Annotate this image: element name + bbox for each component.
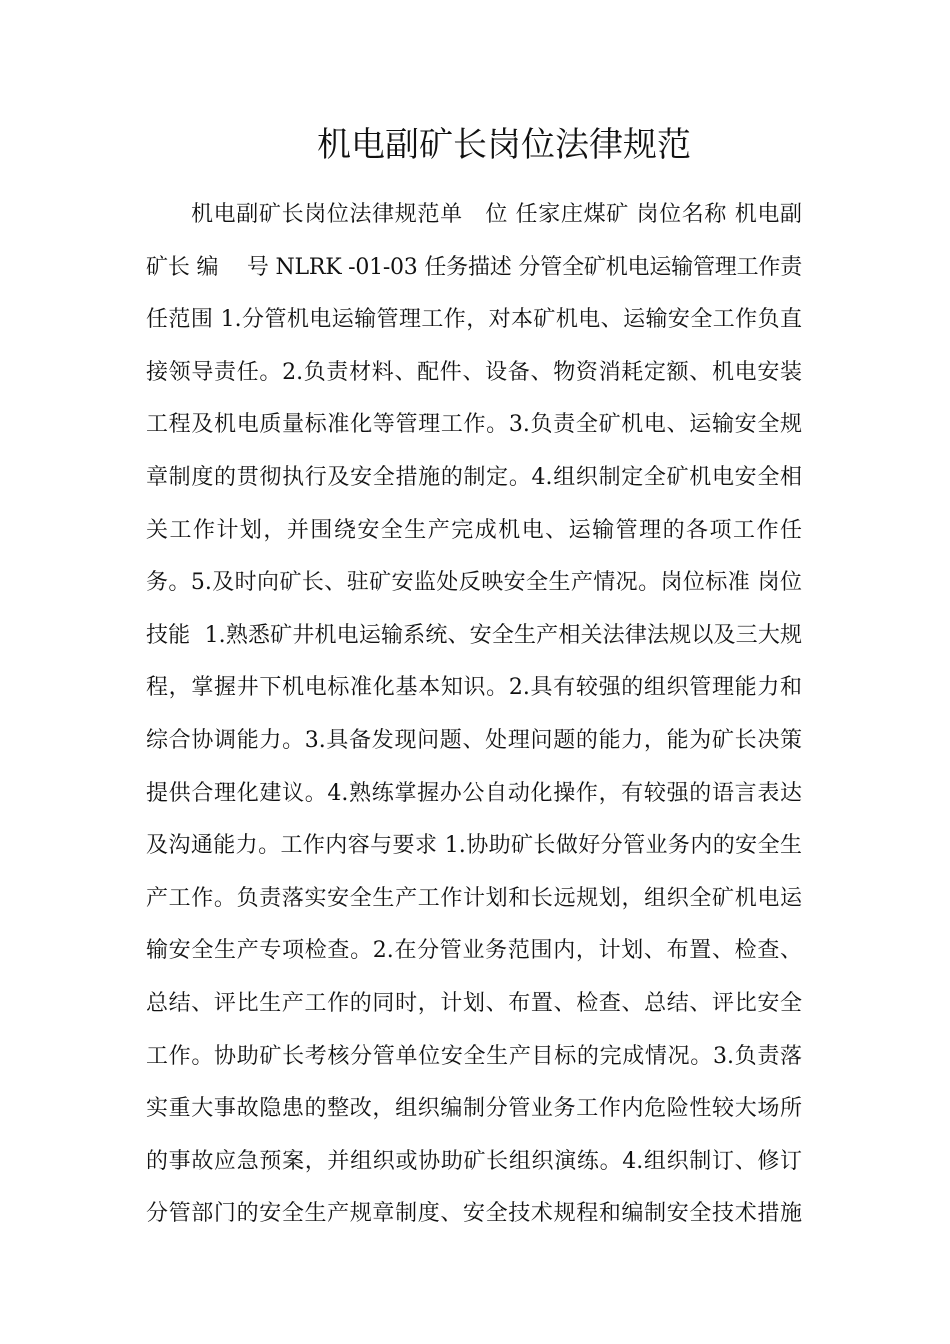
- body-line: 产工作。负责落实安全生产工作计划和长远规划，组织全矿机电运: [146, 885, 802, 911]
- body-line: 总结、评比生产工作的同时，计划、布置、检查、总结、评比安全: [146, 990, 802, 1016]
- document-title: 机电副矿长岗位法律规范: [317, 125, 691, 165]
- body-line: 综合协调能力。3.具备发现问题、处理问题的能力，能为矿长决策: [146, 727, 802, 753]
- body-line: 工作。协助矿长考核分管单位安全生产目标的完成情况。3.负责落: [146, 1043, 802, 1069]
- body-line: 程，掌握井下机电标准化基本知识。2.具有较强的组织管理能力和: [146, 675, 802, 701]
- body-line: 的事故应急预案，并组织或协助矿长组织演练。4.组织制订、修订: [146, 1148, 802, 1174]
- body-line: 任范围 1.分管机电运输管理工作，对本矿机电、运输安全工作负直: [146, 307, 802, 333]
- body-line: 矿长 编 号 NLRK -01-03 任务描述 分管全矿机电运输管理工作责: [146, 254, 802, 280]
- body-line: 及沟通能力。工作内容与要求 1.协助矿长做好分管业务内的安全生: [146, 833, 802, 859]
- body-line: 机电副矿长岗位法律规范单 位 任家庄煤矿 岗位名称 机电副: [191, 202, 802, 227]
- body-line: 务。5.及时向矿长、驻矿安监处反映安全生产情况。岗位标准 岗位: [146, 570, 802, 596]
- body-line: 关工作计划，并围绕安全生产完成机电、运输管理的各项工作任: [146, 517, 802, 543]
- body-line: 技能 1.熟悉矿井机电运输系统、安全生产相关法律法规以及三大规: [146, 622, 802, 648]
- body-line: 提供合理化建议。4.熟练掌握办公自动化操作，有较强的语言表达: [146, 780, 802, 806]
- body-line: 分管部门的安全生产规章制度、安全技术规程和编制安全技术措施: [146, 1201, 802, 1227]
- body-line: 接领导责任。2.负责材料、配件、设备、物资消耗定额、机电安装: [146, 359, 802, 385]
- body-line: 章制度的贯彻执行及安全措施的制定。4.组织制定全矿机电安全相: [146, 464, 802, 490]
- document-body: [146, 189, 802, 1241]
- body-line: 工程及机电质量标准化等管理工作。3.负责全矿机电、运输安全规: [146, 412, 802, 438]
- body-line: 实重大事故隐患的整改，组织编制分管业务工作内危险性较大场所: [146, 1096, 802, 1122]
- body-line: 输安全生产专项检查。2.在分管业务范围内，计划、布置、检查、: [146, 938, 802, 964]
